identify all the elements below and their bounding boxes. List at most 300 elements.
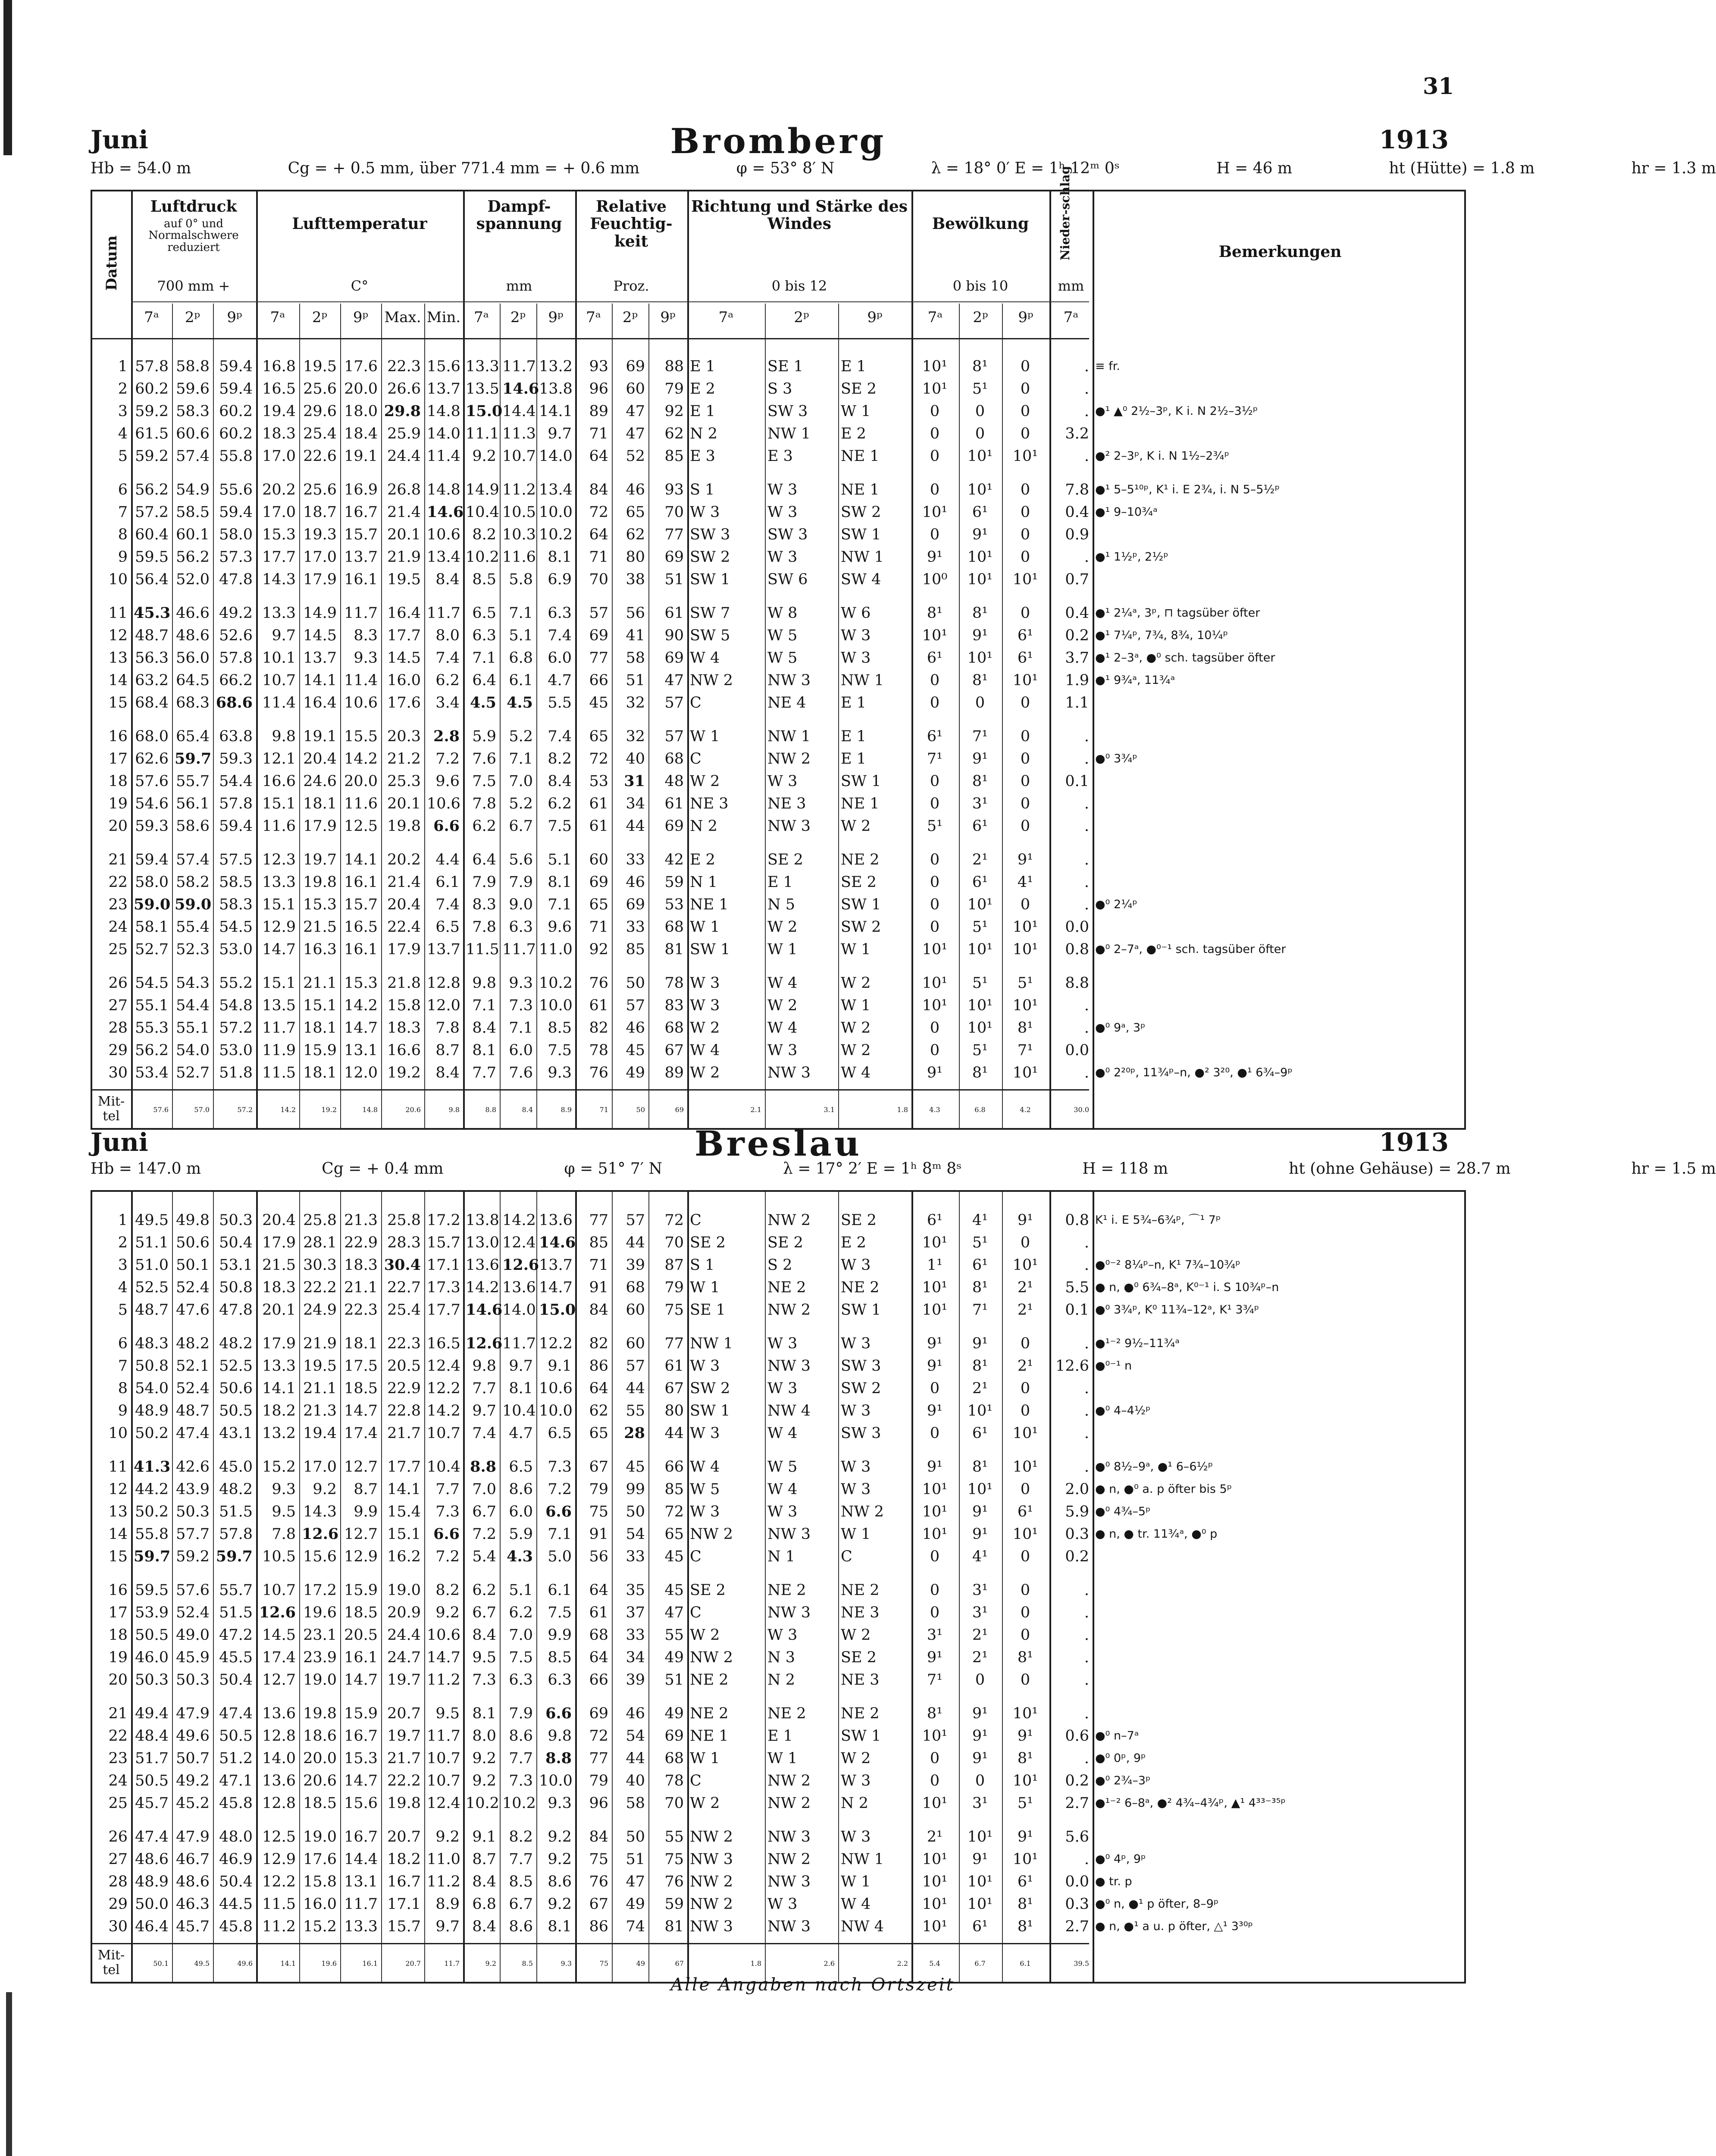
cell: 58: [626, 649, 645, 667]
cell: 12.6: [1055, 1357, 1089, 1375]
cell: 8.7: [472, 1851, 496, 1868]
cell: 48.3: [135, 1335, 169, 1352]
cloud-cell: 10¹: [1012, 1526, 1038, 1543]
cell: 17.2: [303, 1582, 337, 1599]
cell: 53.0: [219, 1042, 253, 1059]
cell: 13.6: [466, 1257, 499, 1274]
cell: 6.0: [548, 649, 572, 667]
cell: 57.8: [219, 1526, 253, 1543]
cell: 12.8: [262, 1795, 296, 1812]
cloud-cell: 9¹: [927, 1335, 943, 1352]
cell: 59: [664, 1896, 684, 1913]
cloud-cell: 9¹: [927, 548, 943, 566]
cell: 47.8: [219, 1301, 253, 1319]
cell: 50: [626, 975, 645, 992]
cell: 25.3: [387, 773, 421, 790]
row-date: 10: [108, 571, 128, 588]
remark-cell: [1095, 770, 1466, 793]
wind-cell: W 3: [767, 1380, 798, 1397]
cloud-cell: 10¹: [922, 1503, 948, 1520]
cell: 6.4: [472, 672, 496, 689]
cell: .: [1084, 728, 1089, 745]
subheader-t9: 9ᵖ: [227, 309, 242, 326]
cell: 18.3: [262, 425, 296, 442]
cell: 9.3: [272, 1481, 296, 1498]
cell: 15.4: [387, 1503, 421, 1520]
cell: 7.5: [548, 1604, 572, 1621]
subheader-t7: 7ᵃ: [474, 309, 489, 326]
wind-cell: NW 1: [767, 728, 811, 745]
remark-cell: [1095, 1601, 1466, 1624]
cell: 54.5: [135, 975, 169, 992]
remark-cell: [1095, 793, 1466, 815]
cell: 15.2: [303, 1918, 337, 1935]
cloud-cell: 5¹: [972, 975, 988, 992]
cell: 64: [589, 1649, 608, 1666]
cell: 46.0: [135, 1649, 169, 1666]
cell: 21.8: [387, 975, 421, 992]
cell: 46.9: [219, 1851, 253, 1868]
cloud-cell: 0: [1020, 1582, 1030, 1599]
subheader-t7: 7ᵃ: [718, 309, 734, 326]
cell: 16.5: [344, 918, 378, 936]
cloud-cell: 0: [930, 403, 940, 420]
cloud-cell: 6¹: [972, 1918, 988, 1935]
cell: 57: [589, 605, 608, 622]
cell: 8.1: [472, 1705, 496, 1722]
wind-cell: W 3: [841, 1458, 871, 1476]
row-date: 15: [108, 694, 128, 711]
cell: 2.7: [1065, 1918, 1089, 1935]
table-row: [92, 770, 1464, 793]
cell: 6.2: [509, 1604, 533, 1621]
row-date: 29: [108, 1042, 128, 1059]
remark-cell: ●⁰ 2–7ᵃ, ●⁰⁻¹ sch. tagsüber öfter: [1095, 943, 1286, 956]
cell: 7.4: [435, 896, 460, 913]
row-date: 6: [118, 481, 128, 498]
cell: .: [1084, 448, 1089, 465]
wind-cell: W 3: [841, 1335, 871, 1352]
cloud-cell: 6¹: [1017, 1873, 1033, 1890]
cell: 17.6: [303, 1851, 337, 1868]
cell: 9.0: [509, 896, 533, 913]
cell: 10.3: [502, 526, 536, 543]
cell: 15.9: [303, 1042, 337, 1059]
cell: 14.6: [427, 503, 464, 521]
cell: 60.2: [219, 403, 253, 420]
cell: 44.2: [135, 1481, 169, 1498]
wind-cell: W 2: [767, 918, 798, 936]
cell: 5.2: [509, 728, 533, 745]
table-row: [92, 1725, 1464, 1747]
cloud-cell: 4¹: [972, 1212, 988, 1229]
remark-cell: ●¹⁻² 9½–11¾ᵃ: [1095, 1337, 1180, 1350]
cloud-cell: 8¹: [1017, 1019, 1033, 1037]
wind-cell: SW 1: [841, 896, 881, 913]
cell: 6.5: [435, 918, 460, 936]
cell: 47: [664, 672, 684, 689]
meta-item: Cg = + 0.4 mm: [322, 1160, 444, 1178]
cell: 16.1: [344, 874, 378, 891]
mean-cell: 49.6: [237, 1959, 253, 1968]
cloud-cell: 10¹: [922, 358, 948, 375]
cell: 47.4: [135, 1828, 169, 1846]
wind-cell: E 1: [841, 728, 866, 745]
cloud-cell: 4¹: [972, 1548, 988, 1565]
cell: 78: [664, 1772, 684, 1789]
wind-cell: W 3: [690, 997, 720, 1014]
cell: 51.2: [219, 1750, 253, 1767]
row-date: 14: [108, 1526, 128, 1543]
wind-cell: E 2: [841, 425, 866, 442]
cell: 9.9: [548, 1626, 572, 1644]
wind-cell: E 3: [690, 448, 715, 465]
wind-cell: SW 1: [841, 1727, 881, 1745]
cell: 13.3: [466, 358, 499, 375]
wind-cell: W 3: [767, 1042, 798, 1059]
cell: 39: [626, 1257, 645, 1274]
cell: 58.6: [176, 818, 210, 835]
cell: 13.8: [539, 380, 573, 398]
cell: 14.2: [344, 750, 378, 768]
table-row: [92, 423, 1464, 445]
cloud-cell: 0: [1020, 728, 1030, 745]
cell: 62: [626, 526, 645, 543]
table-row: [92, 893, 1464, 916]
cell: 69: [626, 896, 645, 913]
cell: 71: [589, 918, 608, 936]
mean-cell: 11.7: [444, 1959, 460, 1968]
cell: 18.3: [344, 1257, 378, 1274]
cloud-cell: 10¹: [1012, 1851, 1038, 1868]
cell: 60: [626, 1301, 645, 1319]
cell: 13.6: [502, 1279, 536, 1296]
cell: 13.5: [262, 997, 296, 1014]
wind-cell: W 2: [767, 997, 798, 1014]
cell: 77: [589, 1212, 608, 1229]
cell: 3.2: [1065, 425, 1089, 442]
cloud-cell: 10¹: [967, 896, 993, 913]
cell: 5.9: [509, 1526, 533, 1543]
row-date: 5: [118, 448, 128, 465]
cell: 17.9: [262, 1234, 296, 1251]
cell: 51.1: [135, 1234, 169, 1251]
cell: 7.6: [472, 750, 496, 768]
remark-cell: [1095, 1826, 1466, 1848]
cell: 21.9: [303, 1335, 337, 1352]
wind-cell: SW 2: [690, 548, 730, 566]
wind-cell: NW 3: [767, 1828, 811, 1846]
table-row: [92, 479, 1464, 501]
cell: 51: [664, 571, 684, 588]
remark-cell: ●⁰ 8½–9ᵃ, ●¹ 6–6½ᵖ: [1095, 1460, 1213, 1473]
subheader-t9: 9ᵖ: [353, 309, 369, 326]
cell: 6.1: [509, 672, 533, 689]
cell: 22.9: [344, 1234, 378, 1251]
cell: 21.1: [303, 975, 337, 992]
cell: 50.6: [219, 1380, 253, 1397]
cell: 7.4: [548, 627, 572, 644]
cell: 30.4: [384, 1256, 421, 1274]
cell: 8.1: [472, 1042, 496, 1059]
cell: 65: [626, 504, 645, 521]
cell: 6.5: [472, 605, 496, 622]
cloud-cell: 9¹: [927, 1357, 943, 1375]
cell: 14.7: [344, 1019, 378, 1037]
table-row: [92, 1456, 1464, 1478]
cell: 50.2: [135, 1503, 169, 1520]
cell: 0.1: [1065, 1301, 1089, 1319]
cell: 22.3: [344, 1301, 378, 1319]
cell: 96: [589, 1795, 608, 1812]
remark-cell: [1095, 523, 1466, 546]
cell: 7.8: [472, 795, 496, 812]
unit-wind: 0 bis 12: [771, 278, 827, 294]
cell: 7.9: [509, 1705, 533, 1722]
cloud-cell: 10¹: [922, 1526, 948, 1543]
cloud-cell: 0: [1020, 896, 1030, 913]
cell: 47.9: [176, 1705, 210, 1722]
row-date: 12: [108, 627, 128, 644]
cell: 9.2: [472, 1750, 496, 1767]
cell: 8.1: [548, 1918, 572, 1935]
cell: 2.7: [1065, 1795, 1089, 1812]
table-row: [92, 871, 1464, 893]
cell: 19.7: [387, 1671, 421, 1689]
cloud-cell: 6¹: [1017, 627, 1033, 644]
cell: 50.8: [135, 1357, 169, 1375]
row-date: 8: [118, 1380, 128, 1397]
wind-cell: NW 2: [690, 1873, 733, 1890]
cell: 7.2: [435, 750, 460, 768]
cell: 13.2: [539, 358, 573, 375]
cell: 86: [589, 1918, 608, 1935]
cell: 13.4: [539, 481, 573, 498]
cell: 19.3: [303, 526, 337, 543]
cloud-cell: 0: [1020, 1234, 1030, 1251]
cell: 13.6: [539, 1212, 573, 1229]
wind-cell: NE 1: [841, 481, 880, 498]
remark-cell: [1095, 871, 1466, 893]
cell: 58.5: [176, 504, 210, 521]
cell: 0.2: [1065, 1772, 1089, 1789]
cell: 6.2: [472, 818, 496, 835]
cell: 17.9: [387, 941, 421, 958]
wind-cell: NW 4: [841, 1918, 884, 1935]
mean-cell: 2.6: [824, 1959, 835, 1968]
cell: 14.5: [387, 649, 421, 667]
cell: 64: [589, 1582, 608, 1599]
wind-cell: NE 2: [767, 1582, 806, 1599]
cell: 33: [626, 918, 645, 936]
cell: 4.3: [507, 1548, 533, 1565]
cell: 57.3: [219, 548, 253, 566]
row-date: 22: [108, 1727, 128, 1745]
cell: .: [1084, 896, 1089, 913]
cell: 10.6: [427, 1626, 460, 1644]
wind-cell: SE 2: [841, 380, 877, 398]
wind-cell: W 4: [690, 1042, 720, 1059]
cloud-cell: 0: [1020, 1548, 1030, 1565]
cell: 83: [664, 997, 684, 1014]
table-row: [92, 1669, 1464, 1691]
mean-cell: 9.3: [561, 1959, 572, 1968]
cell: 14.0: [262, 1750, 296, 1767]
cell: 5.6: [1065, 1828, 1089, 1846]
unit-dampf: mm: [506, 278, 532, 294]
cell: 5.6: [509, 851, 533, 868]
wind-cell: NW 2: [767, 1212, 811, 1229]
cell: 21.7: [387, 1425, 421, 1442]
cell: 72: [664, 1503, 684, 1520]
row-date: 26: [108, 1828, 128, 1846]
month-label: Juni: [91, 125, 148, 154]
station-name: Bromberg: [670, 121, 886, 161]
cell: 9.2: [472, 448, 496, 465]
cell: 5.4: [472, 1548, 496, 1565]
wind-cell: W 1: [841, 1873, 871, 1890]
cell: 45.8: [219, 1795, 253, 1812]
wind-cell: N 1: [767, 1548, 795, 1565]
cell: 10.2: [539, 526, 573, 543]
wind-cell: SW 5: [690, 627, 730, 644]
cell: 9.5: [435, 1705, 460, 1722]
cell: 9.6: [435, 773, 460, 790]
cloud-cell: 9¹: [972, 526, 988, 543]
cell: 10.0: [539, 1772, 573, 1789]
cell: 17.7: [262, 548, 296, 566]
cell: 52.4: [176, 1279, 210, 1296]
cloud-cell: 8¹: [972, 1458, 988, 1476]
wind-cell: W 3: [767, 481, 798, 498]
cell: 51.5: [219, 1604, 253, 1621]
cell: 0.4: [1065, 605, 1089, 622]
wind-cell: NW 2: [767, 1851, 811, 1868]
cloud-cell: 0: [1020, 504, 1030, 521]
cell: 13.4: [427, 548, 460, 566]
wind-cell: W 2: [841, 1042, 871, 1059]
cell: 68: [664, 1750, 684, 1767]
cloud-cell: 0: [1020, 358, 1030, 375]
cell: 8.5: [472, 571, 496, 588]
row-date: 18: [108, 773, 128, 790]
wind-cell: SW 2: [841, 918, 881, 936]
cell: 19.4: [303, 1425, 337, 1442]
wind-cell: C: [690, 1772, 701, 1789]
cell: 80: [626, 548, 645, 566]
cell: 7.8: [272, 1526, 296, 1543]
remark-cell: ●⁰ 9ᵃ, 3ᵖ: [1095, 1021, 1146, 1034]
cell: 70: [664, 1795, 684, 1812]
meta-item: λ = 17° 2′ E = 1ʰ 8ᵐ 8ˢ: [783, 1160, 962, 1178]
meta-item: hr = 1.3 m: [1631, 160, 1716, 177]
cell: 0.0: [1065, 1873, 1089, 1890]
cell: 56.1: [176, 795, 210, 812]
wind-cell: SW 1: [841, 773, 881, 790]
cell: 41.3: [134, 1458, 171, 1476]
remark-cell: ●¹ 9¾ᵃ, 11¾ᵃ: [1095, 674, 1175, 687]
cell: 16.5: [427, 1335, 460, 1352]
cell: 57.8: [135, 358, 169, 375]
cell: 8.9: [435, 1896, 460, 1913]
cloud-cell: 10¹: [922, 997, 948, 1014]
cell: 32: [626, 728, 645, 745]
cell: 43.9: [176, 1481, 210, 1498]
cell: 6.2: [472, 1582, 496, 1599]
cell: 21.5: [262, 1257, 296, 1274]
cell: .: [1084, 380, 1089, 398]
cell: 17.5: [344, 1357, 378, 1375]
cell: 8.8: [1065, 975, 1089, 992]
cell: 5.1: [509, 627, 533, 644]
row-date: 6: [118, 1335, 128, 1352]
cell: 90: [664, 627, 684, 644]
cell: 14.7: [539, 1279, 573, 1296]
cell: 42: [664, 851, 684, 868]
bemerkungen-header: Bemerkungen: [1218, 243, 1342, 261]
cell: 8.4: [472, 1873, 496, 1890]
cloud-cell: 0: [930, 1425, 940, 1442]
cell: 51.8: [219, 1064, 253, 1081]
cell: 61: [664, 605, 684, 622]
table-row: [92, 1579, 1464, 1601]
cell: 48.6: [135, 1851, 169, 1868]
cell: 17.9: [303, 571, 337, 588]
table-row: [92, 1624, 1464, 1646]
cell: 12.7: [344, 1526, 378, 1543]
cell: 85: [589, 1234, 608, 1251]
cell: 78: [589, 1042, 608, 1059]
cell: 13.2: [262, 1425, 296, 1442]
bewoelkung-header: Bewölkung: [932, 215, 1029, 233]
cell: 58.2: [176, 874, 210, 891]
cell: 59.2: [135, 448, 169, 465]
cell: 55.1: [176, 1019, 210, 1037]
cell: 10.2: [539, 975, 573, 992]
cell: 51.7: [135, 1750, 169, 1767]
cell: 11.4: [427, 448, 460, 465]
cell: 50.0: [135, 1896, 169, 1913]
cloud-cell: 8¹: [972, 1064, 988, 1081]
cell: 13.3: [344, 1918, 378, 1935]
cell: 54: [626, 1526, 645, 1543]
cloud-cell: 0: [1020, 403, 1030, 420]
cloud-cell: 10¹: [1012, 1425, 1038, 1442]
cell: 44: [626, 1750, 645, 1767]
cloud-cell: 2¹: [972, 1626, 988, 1644]
cell: 9.5: [272, 1503, 296, 1520]
row-date: 10: [108, 1425, 128, 1442]
cloud-cell: 10¹: [967, 548, 993, 566]
cell: 21.3: [344, 1212, 378, 1229]
cell: 89: [589, 403, 608, 420]
cell: 13.3: [262, 605, 296, 622]
cell: 50.5: [219, 1727, 253, 1745]
cell: 56.2: [176, 548, 210, 566]
cell: 8.5: [548, 1019, 572, 1037]
cell: 50.3: [176, 1503, 210, 1520]
cell: 22.6: [303, 448, 337, 465]
cell: 0.4: [1065, 504, 1089, 521]
cell: 15.7: [344, 526, 378, 543]
remark-cell: ●⁰ n, ●¹ p öfter, 8–9ᵖ: [1095, 1897, 1219, 1911]
cell: 61: [589, 1604, 608, 1621]
cell: 59: [664, 874, 684, 891]
mean-cell: 75: [599, 1959, 608, 1968]
cell: 57.4: [176, 851, 210, 868]
cell: 69: [626, 358, 645, 375]
row-date: 20: [108, 1671, 128, 1689]
